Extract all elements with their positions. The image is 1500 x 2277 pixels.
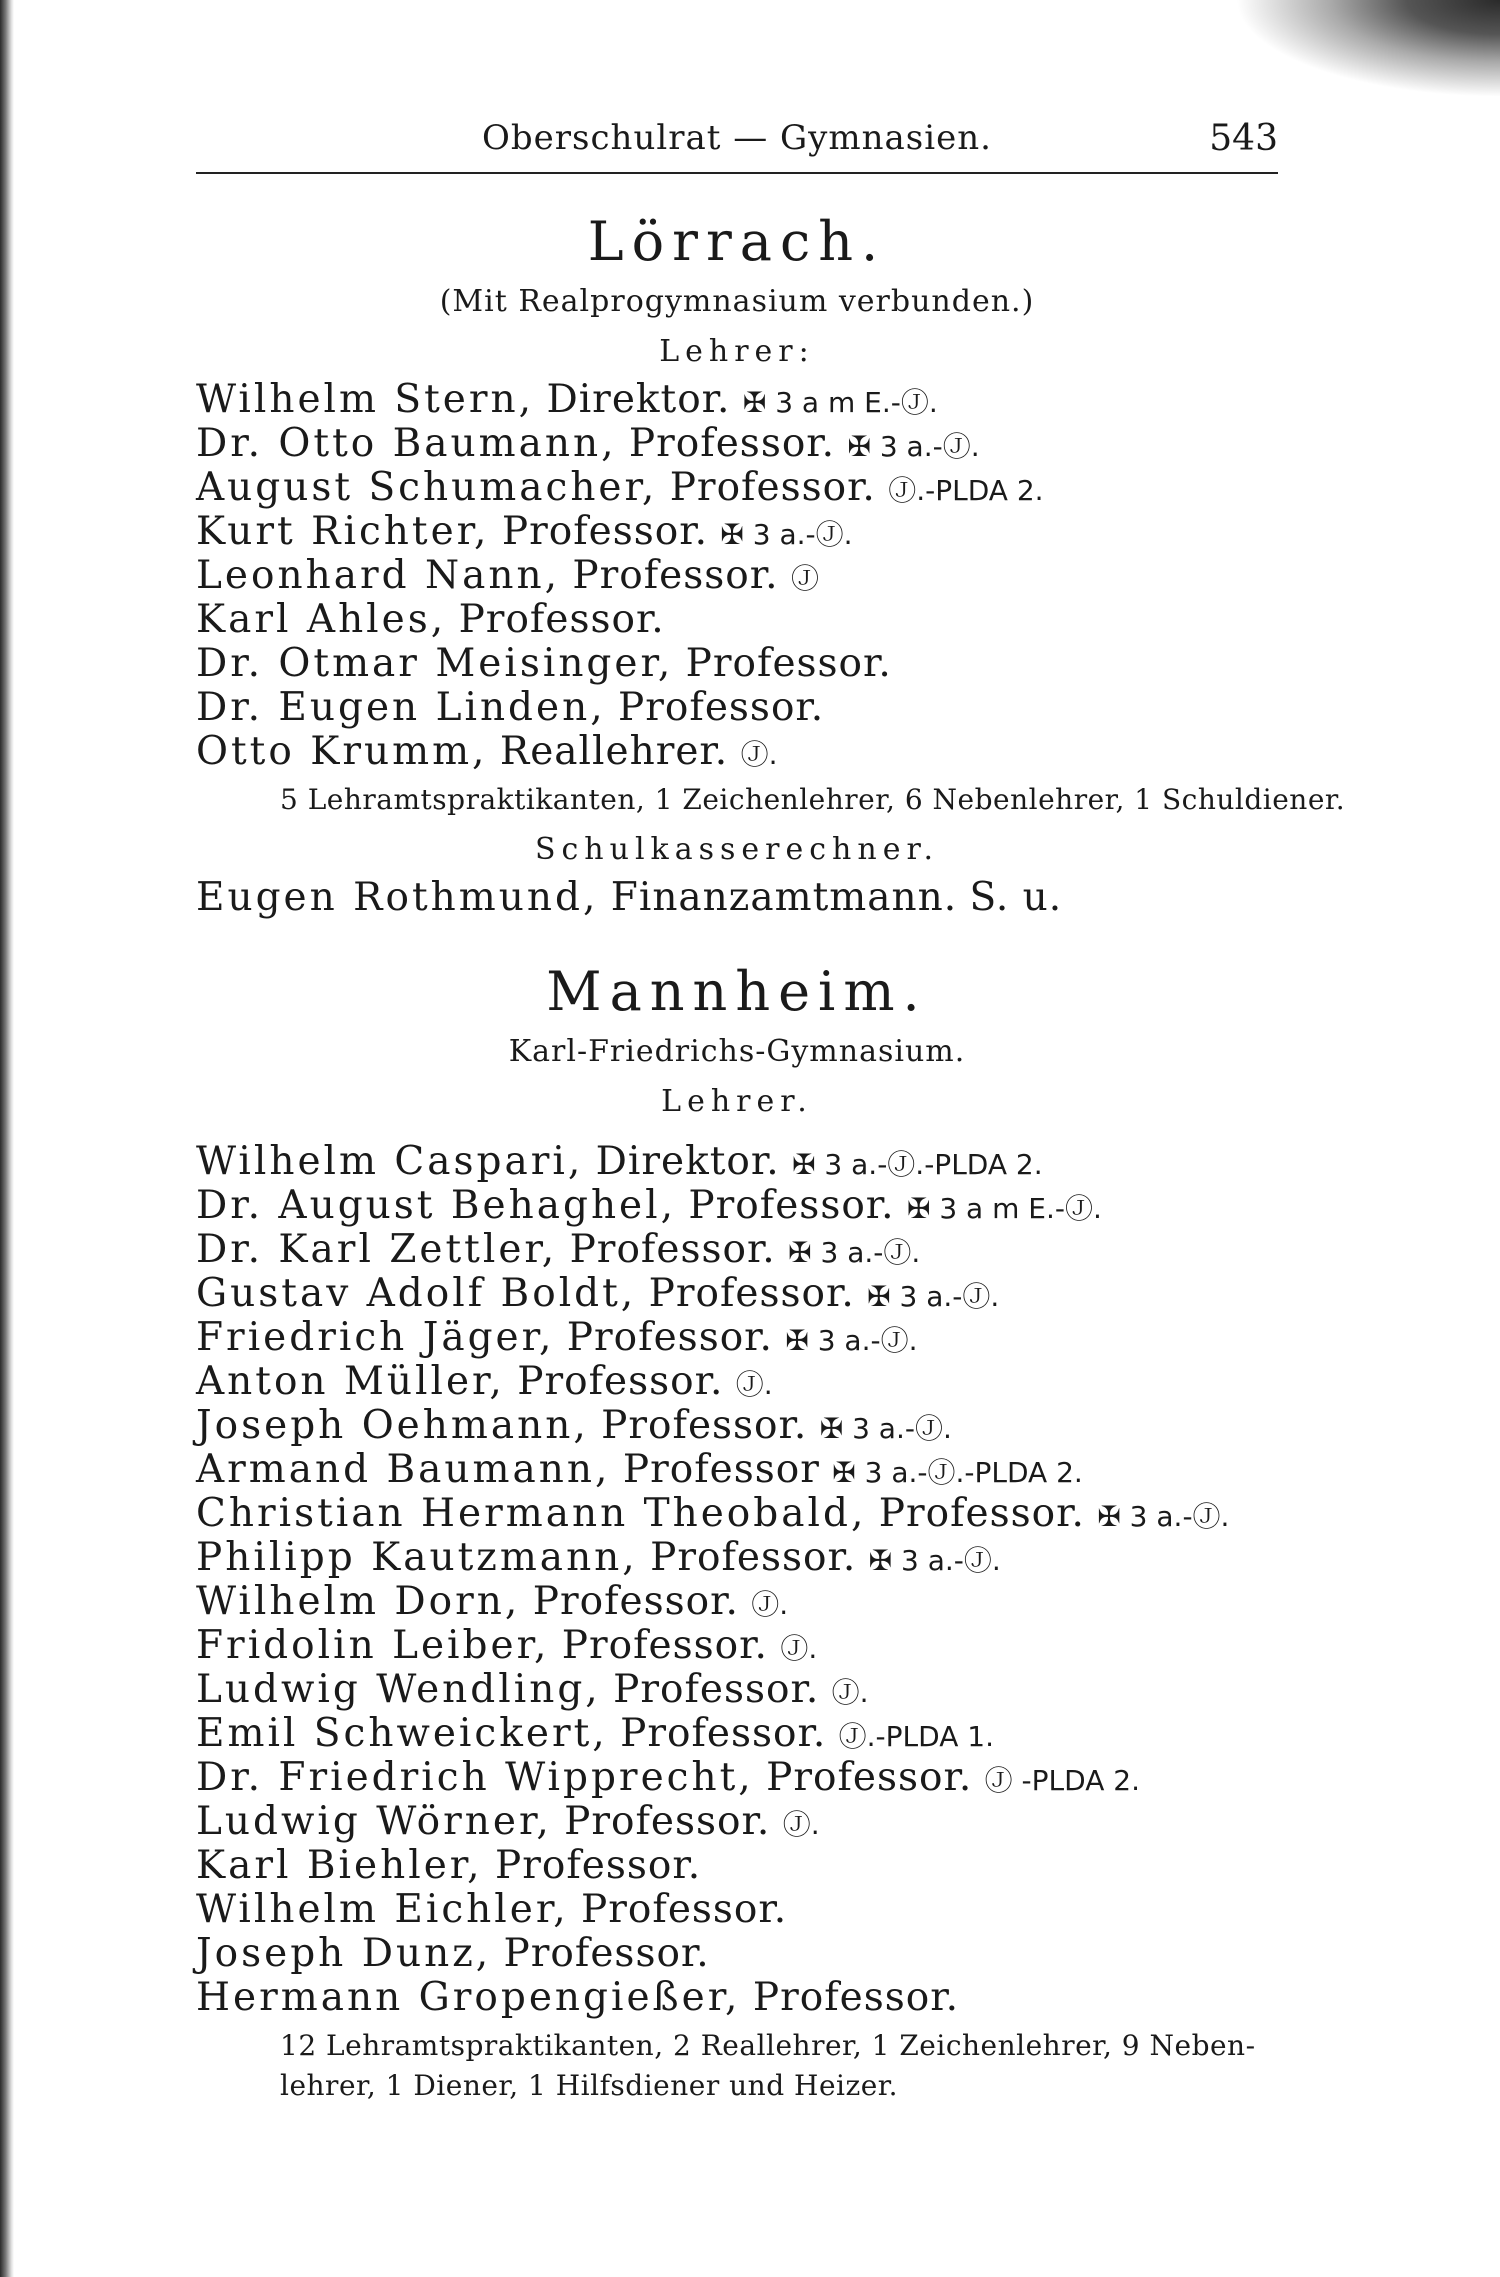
teacher-title: Professor.	[878, 1491, 1085, 1536]
teacher-row	[196, 1404, 952, 1448]
teacher-row	[196, 1228, 920, 1272]
teacher-title: Professor.	[566, 1315, 773, 1360]
teacher-name: Wilhelm Dorn,	[196, 1579, 521, 1624]
teacher-name: Friedrich Jäger,	[196, 1315, 555, 1360]
teacher-title: Professor.	[752, 1975, 960, 2020]
teacher-title: Reallehrer.	[499, 729, 729, 774]
teacher-title: Professor.	[628, 421, 836, 466]
teachers-label-loerrach: Lehrer:	[659, 334, 815, 369]
teacher-row	[196, 1844, 701, 1888]
honors-marks: Ⓙ.	[740, 738, 778, 771]
teacher-row	[196, 510, 853, 554]
teacher-name: Joseph Dunz,	[196, 1931, 492, 1976]
staff-note-mannheim-line2: lehrer, 1 Diener, 1 Hilfsdiener und Heizer.	[280, 2069, 899, 2102]
cashier-name: Eugen Rothmund,	[196, 875, 599, 920]
honors-marks: Ⓙ -PLDA 2.	[984, 1764, 1140, 1797]
teacher-name: Kurt Richter,	[196, 509, 490, 554]
teacher-row	[196, 1448, 1083, 1492]
running-title: Oberschulrat — Gymnasien.	[482, 118, 992, 158]
teacher-title: Professor.	[613, 1667, 820, 1712]
honors-marks: Ⓙ.-PLDA 1.	[838, 1720, 994, 1753]
city-heading-loerrach: Lörrach.	[587, 210, 887, 273]
teacher-name: Karl Ahles,	[196, 597, 447, 642]
teacher-title: Direktor.	[595, 1139, 780, 1184]
teacher-name: Ludwig Wendling,	[196, 1667, 601, 1712]
cashier-marks: S. u.	[969, 875, 1063, 920]
teacher-name: Philipp Kautzmann,	[196, 1535, 638, 1580]
teacher-title: Professor.	[501, 509, 708, 554]
honors-marks: ✠ 3 a.-Ⓙ.	[1097, 1500, 1230, 1533]
honors-marks: Ⓙ.	[831, 1676, 869, 1709]
cashier-row	[196, 876, 1062, 920]
teacher-row	[196, 466, 1044, 510]
teacher-title: Professor.	[564, 1799, 771, 1844]
teacher-title: Professor.	[669, 465, 876, 510]
honors-marks: Ⓙ.	[780, 1632, 818, 1665]
teacher-row	[196, 1976, 959, 2020]
teacher-title: Professor.	[572, 553, 779, 598]
teacher-title: Professor.	[685, 641, 892, 686]
teacher-name: Wilhelm Caspari,	[196, 1139, 584, 1184]
teacher-row	[196, 1316, 918, 1360]
teacher-name: Armand Baumann,	[196, 1447, 611, 1492]
teacher-title: Professor.	[494, 1843, 702, 1888]
teacher-row	[196, 1580, 788, 1624]
honors-marks: Ⓙ.-PLDA 2.	[888, 474, 1044, 507]
school-subtitle-mannheim: Karl-Friedrichs-Gymnasium.	[508, 1034, 966, 1069]
teacher-title: Professor.	[601, 1403, 808, 1448]
teacher-name: Dr. Otto Baumann,	[196, 421, 617, 466]
teacher-name: Wilhelm Eichler,	[196, 1887, 569, 1932]
honors-marks: Ⓙ.	[751, 1588, 789, 1621]
teacher-row	[196, 422, 980, 466]
honors-marks: ✠ 3 a.-Ⓙ.	[868, 1544, 1001, 1577]
teacher-row	[196, 1272, 999, 1316]
teacher-row	[196, 1492, 1229, 1536]
teacher-row	[196, 1712, 994, 1756]
teacher-name: Joseph Oehmann,	[196, 1403, 589, 1448]
teacher-row	[196, 1624, 817, 1668]
honors-marks: ✠ 3 a.-Ⓙ.	[867, 1280, 1000, 1313]
teacher-name: Dr. August Behaghel,	[196, 1183, 677, 1228]
teacher-title: Professor.	[618, 685, 825, 730]
scan-corner-shadow	[1200, 0, 1500, 110]
teachers-label-mannheim: Lehrer.	[661, 1084, 813, 1119]
teacher-name: Dr. Eugen Linden,	[196, 685, 606, 730]
teacher-row	[196, 642, 892, 686]
honors-marks: ✠ 3 a.-Ⓙ.-PLDA 2.	[792, 1148, 1043, 1181]
honors-marks: Ⓙ	[790, 562, 819, 595]
teacher-name: Hermann Gropengießer,	[196, 1975, 741, 2020]
teacher-row	[196, 1360, 773, 1404]
teacher-title: Professor.	[532, 1579, 739, 1624]
teacher-title: Professor.	[569, 1227, 776, 1272]
running-header	[196, 112, 1278, 174]
teacher-row	[196, 1536, 1001, 1580]
teacher-row	[196, 730, 778, 774]
teacher-name: Christian Hermann Theobald,	[196, 1491, 867, 1536]
honors-marks: ✠ 3 a m E.-Ⓙ.	[906, 1192, 1102, 1225]
teacher-name: Emil Schweickert,	[196, 1711, 608, 1756]
teacher-row	[196, 686, 824, 730]
teacher-row	[196, 1888, 787, 1932]
cashier-title: Finanzamtmann.	[610, 875, 958, 920]
honors-marks: Ⓙ.	[735, 1368, 773, 1401]
teacher-title: Direktor.	[546, 377, 731, 422]
teacher-title: Professor.	[620, 1711, 827, 1756]
honors-marks: ✠ 3 a.-Ⓙ.	[788, 1236, 921, 1269]
teacher-title: Professor.	[648, 1271, 855, 1316]
teacher-row	[196, 598, 665, 642]
teacher-row	[196, 1932, 710, 1976]
teacher-title: Professor.	[561, 1623, 768, 1668]
staff-note-loerrach: 5 Lehramtspraktikanten, 1 Zeichenlehrer, 6 Nebenlehrer, 1 Schuldiener.	[280, 783, 1346, 816]
teacher-title: Professor.	[688, 1183, 895, 1228]
teacher-row	[196, 554, 819, 598]
teacher-title: Professor	[622, 1447, 820, 1492]
teacher-name: Fridolin Leiber,	[196, 1623, 550, 1668]
honors-marks: ✠ 3 a.-Ⓙ.-PLDA 2.	[832, 1456, 1083, 1489]
teacher-title: Professor.	[517, 1359, 724, 1404]
teacher-title: Professor.	[766, 1755, 973, 1800]
honors-marks: ✠ 3 a.-Ⓙ.	[720, 518, 853, 551]
teacher-row	[196, 1184, 1102, 1228]
teacher-row	[196, 1756, 1140, 1800]
teacher-name: Dr. Karl Zettler,	[196, 1227, 558, 1272]
teacher-name: Anton Müller,	[196, 1359, 505, 1404]
teacher-name: Ludwig Wörner,	[196, 1799, 552, 1844]
teacher-name: Dr. Otmar Meisinger,	[196, 641, 674, 686]
page-number: 543	[1209, 118, 1278, 159]
teacher-title: Professor.	[503, 1931, 710, 1976]
teacher-title: Professor.	[581, 1887, 788, 1932]
teacher-name: Karl Biehler,	[196, 1843, 483, 1888]
honors-marks: ✠ 3 a.-Ⓙ.	[847, 430, 980, 463]
teacher-name: Leonhard Nann,	[196, 553, 560, 598]
teacher-title: Professor.	[458, 597, 665, 642]
school-subtitle-loerrach: (Mit Realprogymnasium verbunden.)	[439, 284, 1035, 319]
teacher-name: Wilhelm Stern,	[196, 377, 535, 422]
cashier-label: Schulkasserechner.	[534, 832, 940, 867]
teacher-row	[196, 378, 938, 422]
honors-marks: Ⓙ.	[782, 1808, 820, 1841]
honors-marks: ✠ 3 a m E.-Ⓙ.	[742, 386, 938, 419]
scan-binding-shadow	[0, 0, 14, 2277]
teacher-title: Professor.	[650, 1535, 857, 1580]
teacher-name: Dr. Friedrich Wipprecht,	[196, 1755, 754, 1800]
city-heading-mannheim: Mannheim.	[546, 960, 928, 1023]
teacher-name: Otto Krumm,	[196, 729, 488, 774]
teacher-row	[196, 1140, 1043, 1184]
teacher-name: Gustav Adolf Boldt,	[196, 1271, 637, 1316]
honors-marks: ✠ 3 a.-Ⓙ.	[785, 1324, 918, 1357]
teacher-row	[196, 1800, 820, 1844]
teacher-name: August Schumacher,	[196, 465, 658, 510]
honors-marks: ✠ 3 a.-Ⓙ.	[819, 1412, 952, 1445]
teacher-row	[196, 1668, 869, 1712]
staff-note-mannheim-line1: 12 Lehramtspraktikanten, 2 Reallehrer, 1 Zeichenlehrer, 9 Neben-	[280, 2029, 1256, 2062]
